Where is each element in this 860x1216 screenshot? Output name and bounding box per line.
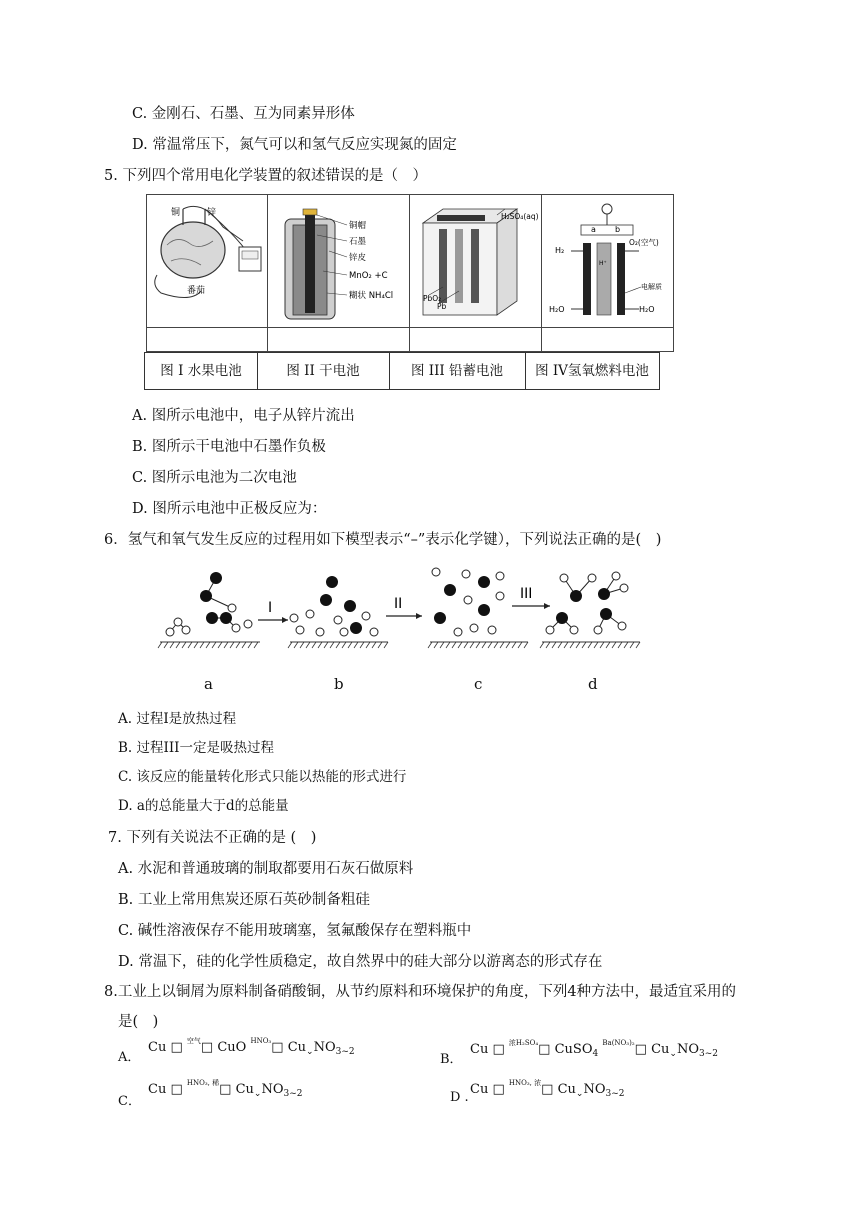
cell4-label-h2: H₂ [555, 246, 565, 255]
caption-fig2: 图 II 干电池 [257, 353, 390, 389]
cell2-label-b: 石墨 [349, 237, 367, 247]
q5-option-a: A. 图所示电池中，电子从锌片流出 [132, 408, 355, 424]
cell2-label-e: 糊状 NH₄Cl [349, 291, 394, 301]
q8-option-d: D . [450, 1090, 469, 1105]
q5-stem: 5. 下列四个常用电化学装置的叙述错误的是（ ） [104, 168, 427, 184]
cell4-label-h2o-right: H₂O [639, 305, 655, 314]
copper-label: 铜 [171, 208, 181, 218]
q7-option-d: D. 常温下，硅的化学性质稳定，故自然界中的硅大部分以游离态的形式存在 [118, 954, 603, 970]
q5-caption-row [144, 352, 660, 390]
tomato-label: 番茄 [187, 286, 206, 296]
step-3-label: III [520, 586, 533, 602]
q8-stem: 8.工业上以铜屑为原料制备硝酸铜，从节约原料和环境保护的角度，下列4种方法中，最适宜采用的 [104, 984, 737, 1000]
step-2-label: II [394, 596, 403, 612]
q6-stem: 6．氢气和氧气发生反应的过程用如下模型表示“–”表示化学键），下列说法正确的是( ) [104, 532, 662, 548]
q8-option-a: A． [118, 1050, 141, 1065]
caption-fig1: 图 I 水果电池 [145, 353, 258, 389]
caption-fig4: 图 IV氢氧燃料电池 [535, 363, 649, 379]
cell2-label-a: 铜帽 [349, 221, 367, 231]
q4-option-c: C. 金刚石、石墨、互为同素异形体 [132, 106, 355, 122]
state-c-label: c [474, 675, 483, 693]
cell4-label-h: H⁺ [599, 260, 607, 267]
state-d-label: d [588, 675, 598, 693]
q8-option-b-scheme: Cu □ $^{浓H_2SO_4}$□ CuSO$_4$ $^{Ba(NO_3)_2}$□ $Cu_⌄NO_{3\sim 2}$ [470, 1039, 719, 1059]
cell3-label-b: PbO₂ [423, 294, 442, 303]
q6-option-a: A. 过程I是放热过程 [118, 711, 237, 727]
q7-option-a: A. 水泥和普通玻璃的制取都要用石灰石做原料 [118, 861, 414, 877]
q6-option-c: C. 该反应的能量转化形式只能以热能的形式进行 [118, 769, 407, 785]
q8-option-c: C． [118, 1094, 141, 1109]
q4-option-d: D. 常温常压下，氮气可以和氢气反应实现氮的固定 [132, 137, 457, 153]
step-1-label: I [268, 600, 273, 616]
caption-fig3: 图 III 铅蓄电池 [389, 353, 526, 389]
q7-option-c: C. 碱性溶液保存不能用玻璃塞，氢氟酸保存在塑料瓶中 [118, 923, 472, 939]
state-a-label: a [204, 675, 213, 693]
cell3-label-a: H₂SO₄(aq) [501, 212, 539, 221]
cell3-label-c: Pb [437, 302, 447, 311]
cell4-label-a: a [591, 225, 596, 234]
cell2-label-c: 锌皮 [349, 253, 367, 263]
q5-option-c: C. 图所示电池为二次电池 [132, 470, 297, 486]
q5-option-b: B. 图所示干电池中石墨作负极 [132, 439, 326, 455]
q5-option-d: D. 图所示电池中正极反应为： [132, 501, 327, 517]
q7-stem: 7. 下列有关说法不正确的是 ( ) [108, 830, 317, 846]
zinc-label: 锌 [207, 208, 217, 218]
q8-option-d-scheme: Cu □ $^{HNO_3, 浓}$□ $Cu_⌄NO_{3\sim 2}$ [470, 1079, 625, 1099]
q6-option-b: B. 过程III一定是吸热过程 [118, 740, 275, 756]
q6-molecule-diagram [150, 560, 650, 660]
q7-option-b: B. 工业上常用焦炭还原石英砂制备粗硅 [118, 892, 370, 908]
cell4-label-o2: O₂(空气) [629, 238, 659, 247]
cell2-label-d: MnO₂ +C [349, 271, 388, 281]
cell4-label-b: b [615, 225, 621, 234]
q8-option-b: B． [440, 1052, 463, 1067]
q8-stem-end: 是( ) [118, 1014, 159, 1030]
q5-figure [146, 194, 674, 352]
cell4-label-h2o-left: H₂O [549, 305, 565, 314]
cell4-label-el: 电解质 [641, 283, 662, 291]
q6-option-d: D. a的总能量大于d的总能量 [118, 798, 289, 814]
state-b-label: b [334, 675, 344, 693]
q8-option-a-scheme: Cu □ $^{空气}$□ CuO $^{HNO_3}$□ $Cu_⌄NO_{3\sim 2}$ [148, 1037, 355, 1057]
q8-option-c-scheme: Cu □ $^{HNO_3, 稀}$□ $Cu_⌄NO_{3\sim 2}$ [148, 1079, 303, 1099]
